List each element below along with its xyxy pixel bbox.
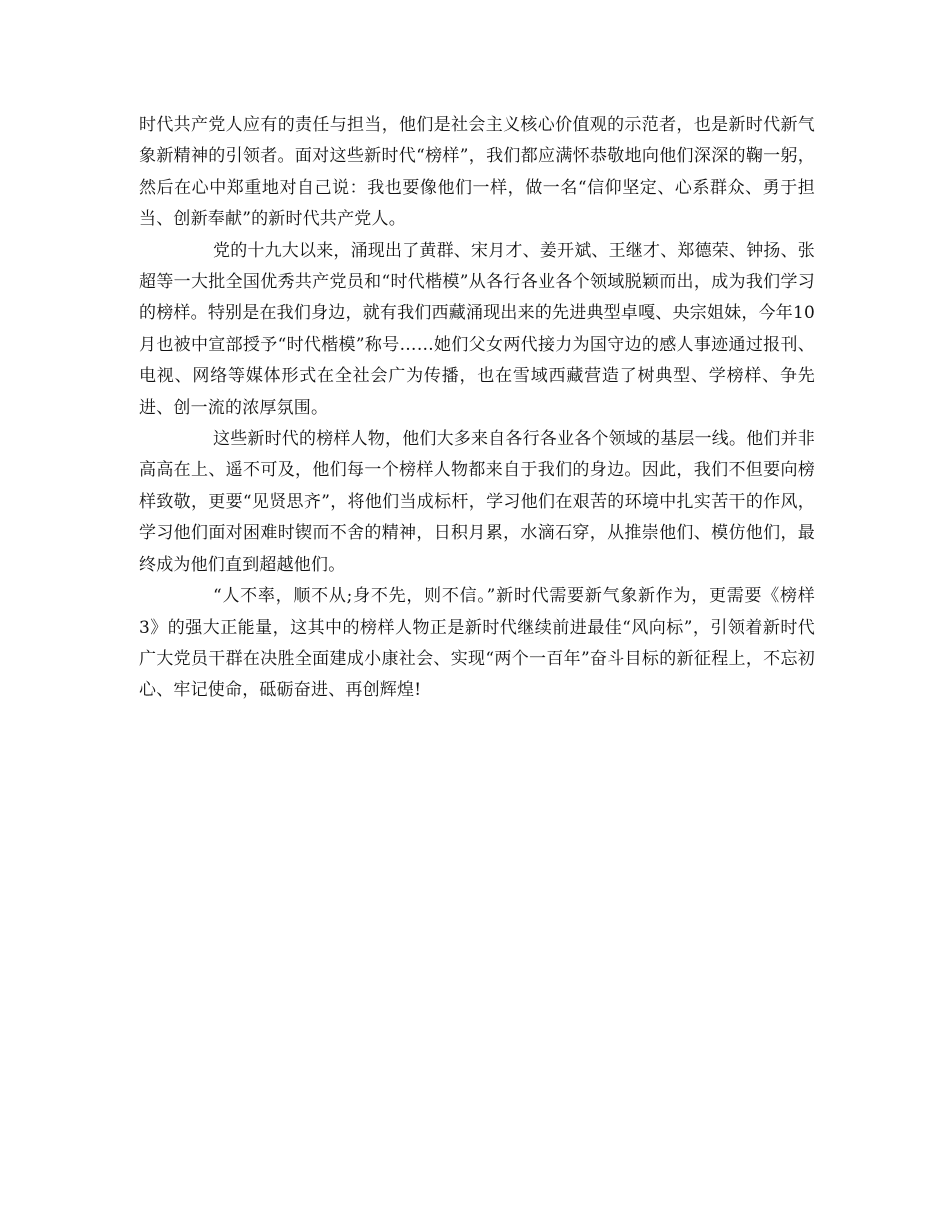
document-body	[139, 110, 815, 707]
paragraph-3: 这些新时代的榜样人物，他们大多来自各行各业各个领域的基层一线。他们并非高高在上、遥不可及，他们每一个榜样人物都来自于我们的身边。因此，我们不但要向榜样致敬，更要“见贤思齐”，将他们当成标杆，学习他们在艰苦的环境中扎实苦干的作风，学习他们面对困难时锲而不舍的精神，日积月累，水滴石穿，从推崇他们、模仿他们，最终成为他们直到超越他们。	[139, 429, 815, 575]
paragraph-2: 党的十九大以来，涌现出了黄群、宋月才、姜开斌、王继才、郑德荣、钟扬、张超等一大批全国优秀共产党员和“时代楷模”从各行各业各个领域脱颖而出，成为我们学习的榜样。特别是在我们身边，就有我们西藏涌现出来的先进典型卓嘎、央宗姐妹，今年10月也被中宣部授予“时代楷模”称号……她们父女两代接力为国守边的感人事迹通过报刊、电视、网络等媒体形式在全社会广为传播，也在雪域西藏营造了树典型、学榜样、争先进、创一流的浓厚氛围。	[139, 240, 815, 418]
paragraph-4: “人不率，顺不从;身不先，则不信。”新时代需要新气象新作为，更需要《榜样3》的强大正能量，这其中的榜样人物正是新时代继续前进最佳“风向标”，引领着新时代广大党员干群在决胜全面建成小康社会、实现“两个一百年”奋斗目标的新征程上，不忘初心、牢记使命，砥砺奋进、再创辉煌!	[139, 586, 815, 701]
paragraph-1: 时代共产党人应有的责任与担当，他们是社会主义核心价值观的示范者，也是新时代新气象新精神的引领者。面对这些新时代“榜样”，我们都应满怀恭敬地向他们深深的鞠一躬，然后在心中郑重地对自己说：我也要像他们一样，做一名“信仰坚定、心系群众、勇于担当、创新奉献”的新时代共产党人。	[139, 115, 815, 230]
